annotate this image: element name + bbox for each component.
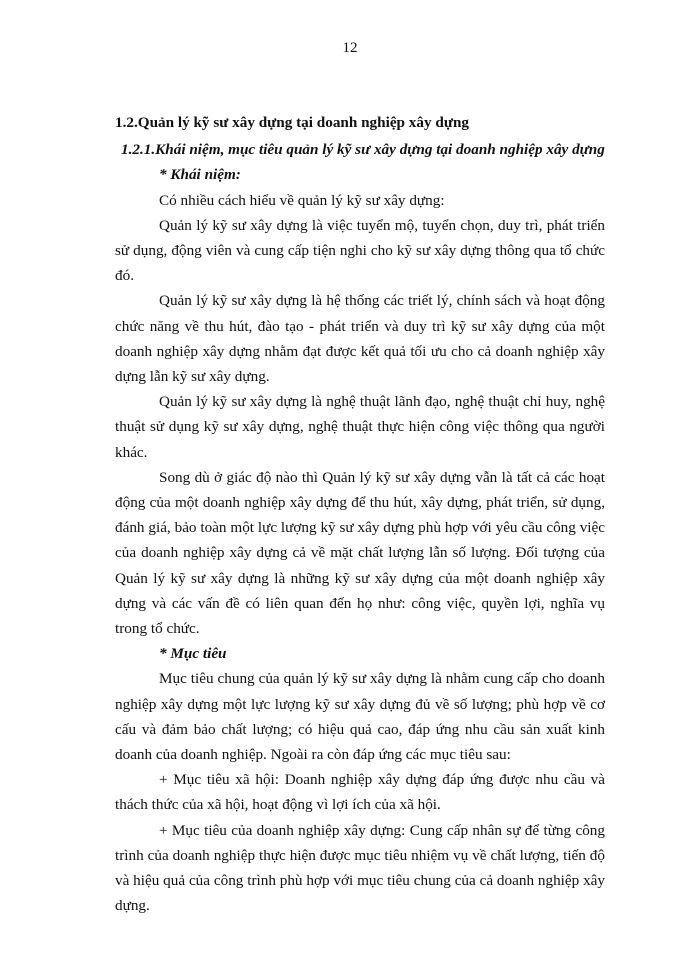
heading-section-1-2: 1.2.Quản lý kỹ sư xây dựng tại doanh nghiệp xây dựng: [115, 114, 469, 131]
concept-paragraph-2: Quản lý kỹ sư xây dựng là việc tuyển mộ, tuyển chọn, duy trì, phát triển sử dụng, động viên và cung cấp tiện nghi cho kỹ sư xây dựng thông qua tổ chức đó.: [115, 216, 605, 285]
concept-title: * Khái niệm:: [159, 166, 241, 184]
concept-paragraph-1: Có nhiều cách hiểu về quản lý kỹ sư xây dựng:: [159, 191, 445, 209]
concept-paragraph-5: Song dù ở giác độ nào thì Quản lý kỹ sư xây dựng vẫn là tất cả các hoạt động của một doanh nghiệp xây dựng để thu hút, xây dựng, phát triển, sử dụng, đánh giá, bảo toàn một lực lượng kỹ sư xây dựng phù hợp với yêu cầu công việc của doanh nghiệp xây dựng cả về mặt chất lượng lẫn số lượng. Đối tượng của Quản lý kỹ sư xây dựng là những kỹ sư xây dựng của một doanh nghiệp xây dựng và các vấn đề có liên quan đến họ như: công việc, quyền lợi, nghĩa vụ trong tổ chức.: [115, 468, 605, 638]
concept-paragraph-3: Quản lý kỹ sư xây dựng là hệ thống các triết lý, chính sách và hoạt động chức năng về thu hút, đào tạo - phát triển và duy trì kỹ sư xây dựng của một doanh nghiệp xây dựng nhằm đạt được kết quả tối ưu cho cả doanh nghiệp xây dựng lẫn kỹ sư xây dựng.: [115, 292, 605, 386]
goals-paragraph-1: Mục tiêu chung của quản lý kỹ sư xây dựng là nhằm cung cấp cho doanh nghiệp xây dựng một lực lượng kỹ sư xây dựng đủ về số lượng; phù hợp về cơ cấu và đảm bảo chất lượng; có hiệu quả cao, đáp ứng nhu cầu sản xuất kinh doanh của doanh nghiệp. Ngoài ra còn đáp ứng các mục tiêu sau:: [115, 670, 605, 764]
goals-paragraph-2: + Mục tiêu xã hội: Doanh nghiệp xây dựng đáp ứng được nhu cầu và thách thức của xã hội, hoạt động vì lợi ích của xã hội.: [115, 771, 605, 814]
document-body: [115, 110, 605, 919]
page-number: 12: [342, 40, 358, 56]
concept-paragraph-4: Quản lý kỹ sư xây dựng là nghệ thuật lãnh đạo, nghệ thuật chỉ huy, nghệ thuật sử dụng kỹ sư xây dựng, nghệ thuật thực hiện công việc thông qua người khác.: [115, 393, 605, 461]
goals-paragraph-3: + Mục tiêu của doanh nghiệp xây dựng: Cung cấp nhân sự để từng công trình của doanh nghiệp thực hiện được mục tiêu nhiệm vụ về chất lượng, tiến độ và hiệu quả của công trình phù hợp với mục tiêu chung của cả doanh nghiệp xây dựng.: [115, 821, 605, 915]
goals-title: * Mục tiêu: [159, 645, 227, 663]
heading-subsection-1-2-1: 1.2.1.Khái niệm, mục tiêu quản lý kỹ sư xây dựng tại doanh nghiệp xây dựng: [121, 141, 605, 159]
